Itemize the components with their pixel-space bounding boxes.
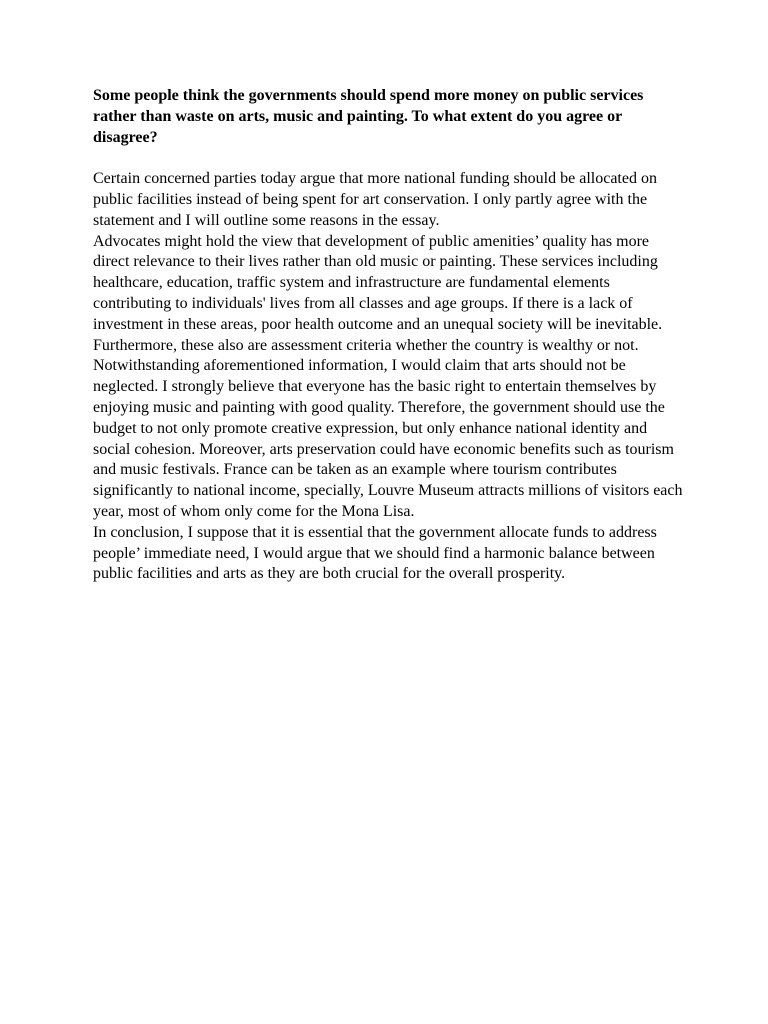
- paragraph-body-two: Notwithstanding aforementioned information, I would claim that arts should not be neglected. I strongly believe that everyone has the basic right to entertain themselves by enjoying music and painting with good quality. Therefore, the government should use the budget to not only promote creative expression, but only enhance national identity and social cohesion. Moreover, arts preservation could have economic benefits such as tourism and music festivals. France can be taken as an example where tourism contributes significantly to national income, specially, Louvre Museum attracts millions of visitors each year, most of whom only come for the Mona Lisa.: [93, 357, 683, 520]
- paragraph-body-one: Advocates might hold the view that development of public amenities’ quality has more direct relevance to their lives rather than old music or painting. These services including healthcare, education, traffic system and infrastructure are fundamental elements contributing to individuals' lives from all classes and age groups. If there is a lack of investment in these areas, poor health outcome and an unequal society will be inevitable. Furthermore, these also are assessment criteria whether the country is wealthy or not.: [93, 232, 663, 354]
- essay-question: Some people think the governments should spend more money on public services rather than waste on arts, music and painting. To what extent do you agree or disagree?: [93, 87, 644, 146]
- paragraph-introduction: Certain concerned parties today argue that more national funding should be allocated on public facilities instead of being spent for art conservation. I only partly agree with the statement and I will outline some reasons in the essay.: [93, 170, 657, 229]
- paragraph-conclusion: In conclusion, I suppose that it is essential that the government allocate funds to address people’ immediate need, I would argue that we should find a harmonic balance between public facilities and arts as they are both crucial for the overall prosperity.: [93, 523, 657, 583]
- document-page: [93, 86, 683, 585]
